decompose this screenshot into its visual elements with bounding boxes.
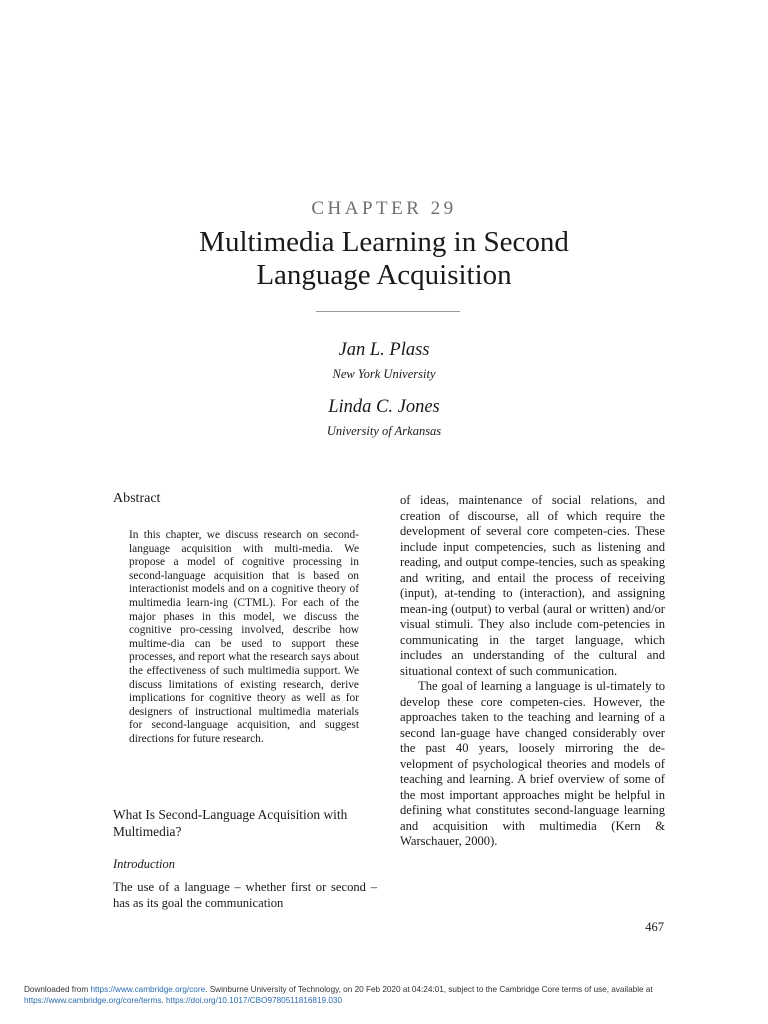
abstract-heading: Abstract bbox=[113, 491, 161, 506]
abstract-body: In this chapter, we discuss research on second-language acquisition with multi-media. We propose a model of cognitive processing in second-language acquisition that is based on interactionist models and on a cognitive theory of multimedia learn-ing (CTML). For each of the major phases in this model, we discuss the cognitive pro-cessing involved, describe how multime-dia can be used to support these processes, and report what the research says about the effectiveness of such multimedia support. We discuss limitations of existing research, derive implications for cognitive theory as well as for designers of instructional multimedia materials for second-language acquisition, and suggest directions for future research. bbox=[129, 529, 359, 745]
author-affiliation-2: University of Arkansas bbox=[326, 424, 442, 438]
chapter-title bbox=[0, 226, 768, 292]
author-name-1: Jan L. Plass bbox=[338, 340, 430, 360]
chapter-label: CHAPTER 29 bbox=[311, 198, 457, 219]
author-affiliation-1: New York University bbox=[332, 367, 436, 381]
footer-prefix: Downloaded from bbox=[24, 985, 91, 994]
author-name-2: Linda C. Jones bbox=[328, 397, 440, 417]
right-column bbox=[400, 493, 665, 850]
footer-separator: . bbox=[161, 996, 166, 1005]
download-footer bbox=[24, 984, 744, 1006]
page-number: 467 bbox=[645, 920, 664, 934]
title-divider bbox=[316, 311, 460, 312]
footer-doi-link[interactable]: https://doi.org/10.1017/CBO9780511816819.030 bbox=[165, 996, 343, 1005]
chapter-title-line-2: Language Acquisition bbox=[256, 259, 512, 291]
right-paragraph-2: The goal of learning a language is ul-timately to develop these core competen-cies. However, the approaches taken to the teaching and learning of a second lan-guage have changed considerably over the past 40 years, loosely mirroring the de-velopment of psychological theories and models of teaching and learning. A brief overview of some of the most important approaches might be helpful in defining what constitutes second-language learning and acquisition with multimedia (Kern & Warschauer, 2000). bbox=[400, 679, 665, 848]
subsection-heading: Introduction bbox=[113, 857, 176, 871]
footer-terms-link[interactable]: https://www.cambridge.org/core/terms bbox=[24, 996, 162, 1005]
section-heading: What Is Second-Language Acquisition with Multimedia? bbox=[113, 807, 348, 839]
chapter-title-line-1: Multimedia Learning in Second bbox=[199, 226, 569, 258]
right-paragraph-1: of ideas, maintenance of social relations, and creation of discourse, all of which require the development of several core competen-cies. These include input competencies, such as listening and reading, and output compe-tencies, such as speaking and writing, and entail the process of receiving (input), at-tending to (interaction), and assigning mean-ing (output) to verbal (aural or written) and/or visual stimuli. They also include com-petencies in communicating in the target language, which includes an understanding of the cultural and situational context of such communication. bbox=[400, 493, 665, 678]
footer-core-link[interactable]: https://www.cambridge.org/core bbox=[90, 985, 206, 994]
footer-middle: . Swinburne University of Technology, on 20 Feb 2020 at 04:24:01, subject to the Cambridge Core terms of use, available at bbox=[205, 985, 653, 994]
intro-paragraph: The use of a language – whether first or second – has as its goal the communication bbox=[113, 880, 377, 910]
